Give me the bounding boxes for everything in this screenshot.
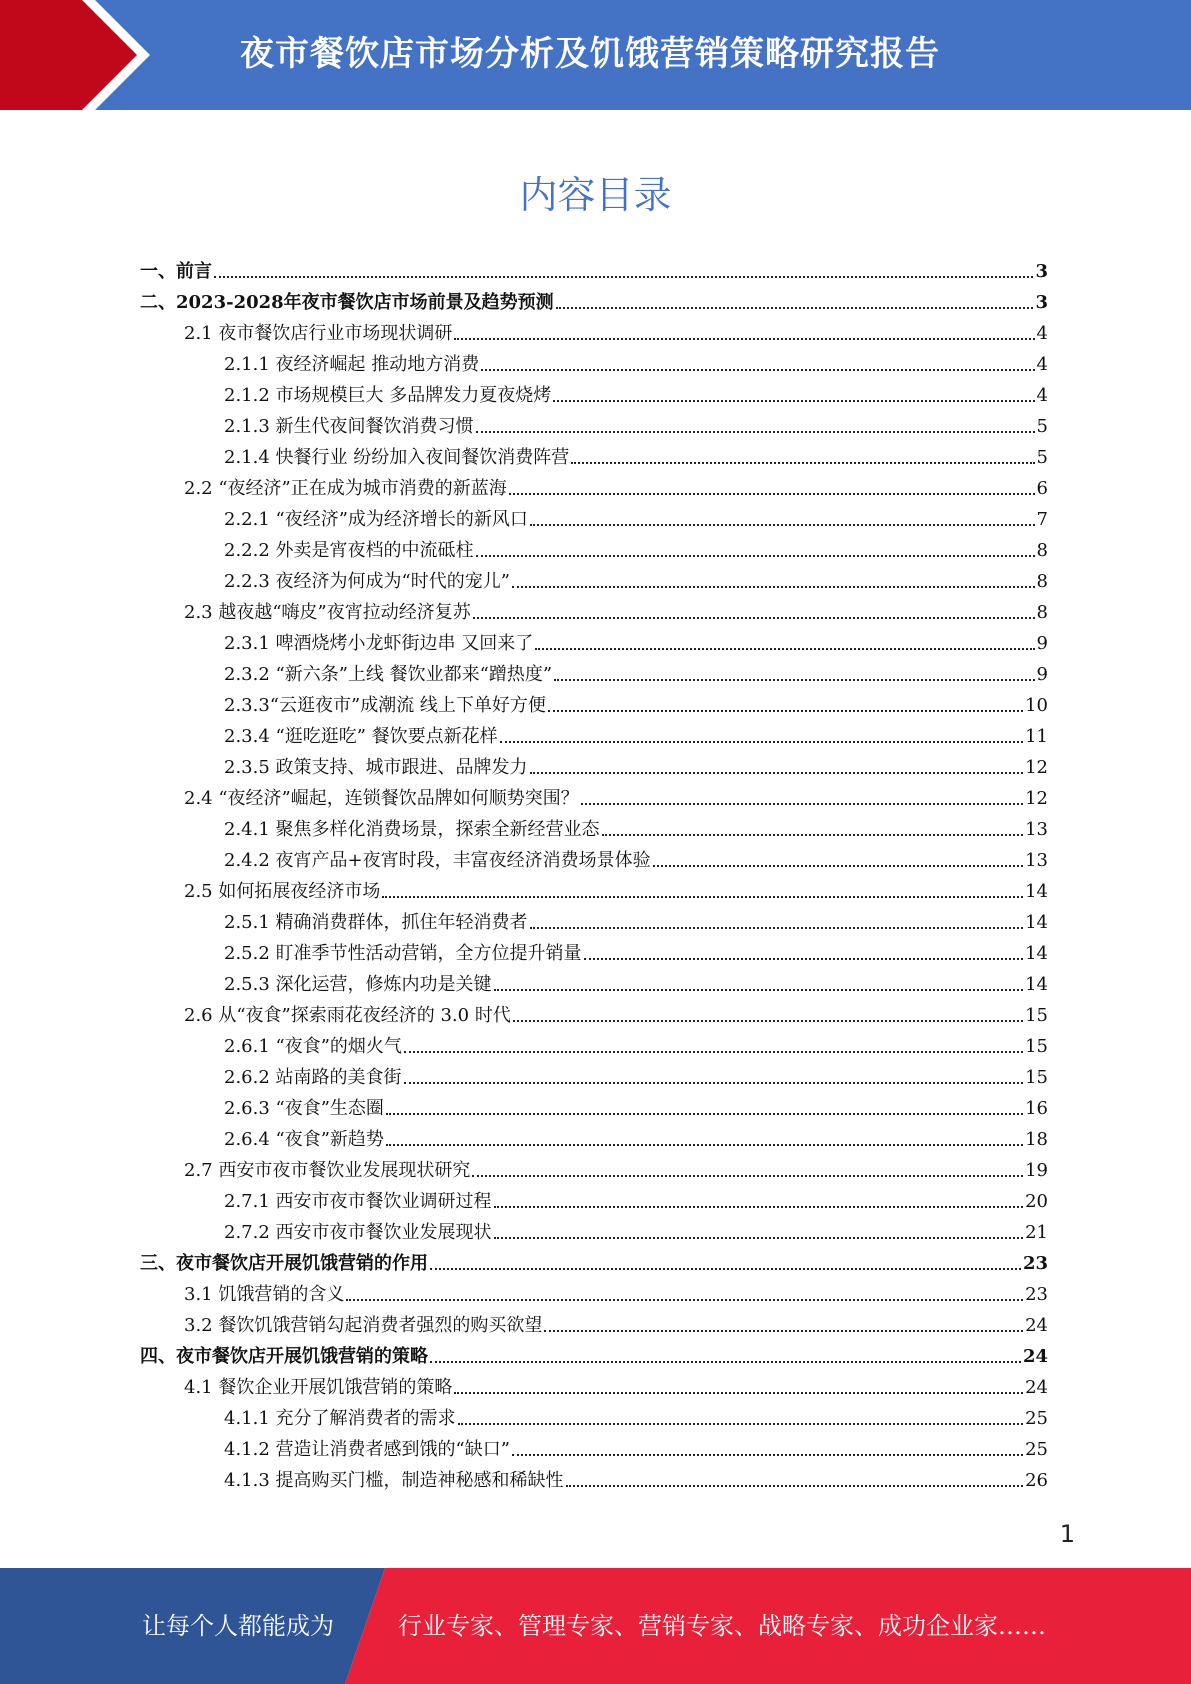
toc-entry-page: 25 bbox=[1025, 1408, 1048, 1429]
toc-entry-title: 2.6.1 “夜食”的烟火气 bbox=[224, 1036, 402, 1057]
toc-entry-title: 2.3.3“云逛夜市”成潮流 线上下单好方便 bbox=[224, 695, 546, 716]
toc-entry-title: 2.3.1 啤酒烧烤小龙虾街边串 又回来了 bbox=[224, 633, 534, 654]
toc-entry[interactable] bbox=[184, 873, 1048, 904]
toc-entry[interactable] bbox=[184, 1307, 1048, 1338]
toc-entry-page: 4 bbox=[1036, 323, 1048, 344]
toc-dot-leader bbox=[500, 741, 1023, 743]
toc-entry[interactable] bbox=[184, 1152, 1048, 1183]
toc-entry-page: 16 bbox=[1025, 1098, 1048, 1119]
toc-dot-leader bbox=[494, 1206, 1024, 1208]
toc-entry-page: 8 bbox=[1036, 571, 1048, 592]
toc-entry-page: 20 bbox=[1025, 1191, 1048, 1212]
toc-entry[interactable] bbox=[224, 563, 1048, 594]
toc-entry-page: 6 bbox=[1036, 478, 1048, 499]
toc-dot-leader bbox=[472, 1175, 1023, 1177]
toc-entry-title: 四、夜市餐饮店开展饥饿营销的策略 bbox=[140, 1346, 428, 1367]
toc-entry-title: 4.1.3 提高购买门槛，制造神秘感和稀缺性 bbox=[224, 1470, 564, 1491]
toc-entry-title: 2.6 从“夜食”探索雨花夜经济的 3.0 时代 bbox=[184, 1005, 511, 1026]
header-banner bbox=[0, 0, 1191, 110]
toc-entry-page: 14 bbox=[1025, 943, 1048, 964]
toc-dot-leader bbox=[548, 710, 1023, 712]
footer-slogan-right: 行业专家、管理专家、营销专家、战略专家、成功企业家…… bbox=[398, 1612, 1046, 1640]
toc-dot-leader bbox=[554, 679, 1034, 681]
toc-entry-page: 9 bbox=[1036, 633, 1048, 654]
toc-entry[interactable] bbox=[224, 1462, 1048, 1493]
toc-entry[interactable] bbox=[224, 1183, 1048, 1214]
toc-entry-title: 2.2.1 “夜经济”成为经济增长的新风口 bbox=[224, 509, 528, 530]
toc-dot-leader bbox=[653, 865, 1023, 867]
toc-entry-page: 18 bbox=[1025, 1129, 1048, 1150]
toc-entry-title: 2.4.2 夜宵产品+夜宵时段，丰富夜经济消费场景体验 bbox=[224, 850, 651, 871]
toc-entry-title: 2.7.2 西安市夜市餐饮业发展现状 bbox=[224, 1222, 492, 1243]
toc-dot-leader bbox=[553, 400, 1034, 402]
toc-entry-page: 5 bbox=[1036, 416, 1048, 437]
toc-entry-page: 12 bbox=[1025, 757, 1048, 778]
toc-entry-title: 3.2 餐饮饥饿营销勾起消费者强烈的购买欲望 bbox=[184, 1315, 543, 1336]
toc-entry[interactable] bbox=[184, 594, 1048, 625]
toc-entry-page: 15 bbox=[1025, 1005, 1048, 1026]
toc-entry[interactable] bbox=[140, 284, 1048, 315]
toc-entry-page: 8 bbox=[1036, 602, 1048, 623]
toc-entry[interactable] bbox=[140, 253, 1048, 284]
toc-entry[interactable] bbox=[224, 377, 1048, 408]
toc-dot-leader bbox=[535, 648, 1034, 650]
toc-entry[interactable] bbox=[184, 780, 1048, 811]
toc-entry[interactable] bbox=[140, 1338, 1048, 1369]
toc-dot-leader bbox=[476, 431, 1035, 433]
toc-dot-leader bbox=[581, 803, 1023, 805]
toc-dot-leader bbox=[458, 1423, 1024, 1425]
toc-dot-leader bbox=[481, 369, 1034, 371]
toc-entry-title: 2.5.1 精确消费群体，抓住年轻消费者 bbox=[224, 912, 528, 933]
toc-entry-title: 一、前言 bbox=[140, 261, 212, 282]
toc-entry-title: 2.2 “夜经济”正在成为城市消费的新蓝海 bbox=[184, 478, 507, 499]
toc-dot-leader bbox=[494, 989, 1024, 991]
toc-entry-page: 8 bbox=[1036, 540, 1048, 561]
footer-banner bbox=[0, 1568, 1191, 1684]
toc-entry-title: 2.1 夜市餐饮店行业市场现状调研 bbox=[184, 323, 453, 344]
toc-heading: 内容目录 bbox=[519, 173, 672, 217]
toc-dot-leader bbox=[512, 1454, 1023, 1456]
toc-entry-page: 23 bbox=[1025, 1284, 1048, 1305]
toc-dot-leader bbox=[509, 493, 1035, 495]
toc-entry-title: 2.1.3 新生代夜间餐饮消费习惯 bbox=[224, 416, 474, 437]
toc-entry[interactable] bbox=[224, 904, 1048, 935]
toc-dot-leader bbox=[454, 338, 1034, 340]
toc-entry-title: 2.3.2 “新六条”上线 餐饮业都来“蹭热度” bbox=[224, 664, 553, 685]
toc-entry-page: 19 bbox=[1025, 1160, 1048, 1181]
toc-entry-title: 2.1.1 夜经济崛起 推动地方消费 bbox=[224, 354, 480, 375]
toc-entry[interactable] bbox=[224, 1400, 1048, 1431]
toc-dot-leader bbox=[530, 524, 1035, 526]
toc-entry-title: 2.1.4 快餐行业 纷纷加入夜间餐饮消费阵营 bbox=[224, 447, 570, 468]
toc-entry[interactable] bbox=[224, 1090, 1048, 1121]
toc-entry-title: 2.3.5 政策支持、城市跟进、品牌发力 bbox=[224, 757, 528, 778]
footer-slogan-left: 让每个人都能成为 bbox=[142, 1612, 334, 1640]
toc-dot-leader bbox=[494, 1237, 1024, 1239]
toc-dot-leader bbox=[404, 1082, 1024, 1084]
toc-dot-leader bbox=[512, 586, 1035, 588]
toc-entry-page: 3 bbox=[1035, 261, 1048, 282]
toc-entry-page: 10 bbox=[1025, 695, 1048, 716]
toc-entry[interactable] bbox=[224, 439, 1048, 470]
toc-entry-title: 2.5.2 盯准季节性活动营销，全方位提升销量 bbox=[224, 943, 582, 964]
toc-entry-page: 15 bbox=[1025, 1036, 1048, 1057]
toc-dot-leader bbox=[544, 1330, 1023, 1332]
toc-entry-title: 4.1.1 充分了解消费者的需求 bbox=[224, 1408, 456, 1429]
toc-entry-page: 11 bbox=[1025, 726, 1048, 747]
toc-entry-title: 2.6.4 “夜食”新趋势 bbox=[224, 1129, 384, 1150]
toc-entry-title: 2.4 “夜经济”崛起，连锁餐饮品牌如何顺势突围？ bbox=[184, 788, 579, 809]
toc-entry-title: 3.1 饥饿营销的含义 bbox=[184, 1284, 345, 1305]
toc-dot-leader bbox=[566, 1485, 1024, 1487]
toc-dot-leader bbox=[386, 1144, 1023, 1146]
toc-entry-page: 26 bbox=[1025, 1470, 1048, 1491]
toc-entry-page: 25 bbox=[1025, 1439, 1048, 1460]
toc-entry-page: 14 bbox=[1025, 881, 1048, 902]
toc-entry-title: 2.6.2 站南路的美食街 bbox=[224, 1067, 402, 1088]
toc-entry-title: 2.4.1 聚焦多样化消费场景，探索全新经营业态 bbox=[224, 819, 600, 840]
toc-entry-page: 24 bbox=[1025, 1377, 1048, 1398]
toc-entry-title: 4.1.2 营造让消费者感到饿的“缺口” bbox=[224, 1439, 510, 1460]
toc-entry-page: 13 bbox=[1025, 850, 1048, 871]
toc-entry-title: 2.3 越夜越“嗨皮”夜宵拉动经济复苏 bbox=[184, 602, 471, 623]
toc-entry-page: 4 bbox=[1036, 354, 1048, 375]
toc-entry[interactable] bbox=[184, 470, 1048, 501]
toc-dot-leader bbox=[584, 958, 1024, 960]
toc-entry[interactable] bbox=[224, 625, 1048, 656]
toc-entry-title: 2.6.3 “夜食”生态圈 bbox=[224, 1098, 384, 1119]
toc-entry[interactable] bbox=[224, 532, 1048, 563]
toc-entry-page: 14 bbox=[1025, 912, 1048, 933]
report-title: 夜市餐饮店市场分析及饥饿营销策略研究报告 bbox=[240, 34, 940, 74]
toc-entry-page: 23 bbox=[1022, 1253, 1048, 1274]
toc-entry-page: 7 bbox=[1036, 509, 1048, 530]
toc-dot-leader bbox=[530, 927, 1024, 929]
toc-dot-leader bbox=[430, 1268, 1021, 1270]
toc-entry[interactable] bbox=[224, 935, 1048, 966]
toc-dot-leader bbox=[513, 1020, 1023, 1022]
toc-entry-title: 2.5 如何拓展夜经济市场 bbox=[184, 881, 381, 902]
toc-entry-title: 2.7.1 西安市夜市餐饮业调研过程 bbox=[224, 1191, 492, 1212]
toc-entry-title: 2.7 西安市夜市餐饮业发展现状研究 bbox=[184, 1160, 471, 1181]
toc-dot-leader bbox=[571, 462, 1034, 464]
toc-entry[interactable] bbox=[184, 315, 1048, 346]
toc-entry[interactable] bbox=[184, 1369, 1048, 1400]
toc-entry[interactable] bbox=[224, 811, 1048, 842]
toc-dot-leader bbox=[346, 1299, 1023, 1301]
toc-dot-leader bbox=[382, 896, 1023, 898]
toc-dot-leader bbox=[530, 772, 1024, 774]
toc-entry[interactable] bbox=[184, 997, 1048, 1028]
toc-entry[interactable] bbox=[224, 718, 1048, 749]
toc-entry[interactable] bbox=[224, 749, 1048, 780]
toc-entry-title: 三、夜市餐饮店开展饥饿营销的作用 bbox=[140, 1253, 428, 1274]
toc-dot-leader bbox=[214, 276, 1033, 278]
toc-entry-page: 15 bbox=[1025, 1067, 1048, 1088]
toc-entry[interactable] bbox=[224, 656, 1048, 687]
toc-entry[interactable] bbox=[140, 1245, 1048, 1276]
toc-entry-page: 14 bbox=[1025, 974, 1048, 995]
toc-entry-page: 5 bbox=[1036, 447, 1048, 468]
toc-dot-leader bbox=[404, 1051, 1023, 1053]
toc-dot-leader bbox=[473, 617, 1035, 619]
toc-entry-page: 21 bbox=[1025, 1222, 1048, 1243]
toc-entry[interactable] bbox=[224, 966, 1048, 997]
toc-entry-title: 2.1.2 市场规模巨大 多品牌发力夏夜烧烤 bbox=[224, 385, 552, 406]
toc-entry-title: 2.3.4 “逛吃逛吃” 餐饮要点新花样 bbox=[224, 726, 498, 747]
toc-entry-title: 2.2.3 夜经济为何成为“时代的宠儿” bbox=[224, 571, 510, 592]
toc-dot-leader bbox=[602, 834, 1024, 836]
toc-entry-page: 4 bbox=[1036, 385, 1048, 406]
toc-entry[interactable] bbox=[224, 1431, 1048, 1462]
toc-entry-page: 13 bbox=[1025, 819, 1048, 840]
toc-entry-page: 12 bbox=[1025, 788, 1048, 809]
toc-entry[interactable] bbox=[224, 408, 1048, 439]
toc-dot-leader bbox=[386, 1113, 1023, 1115]
toc-entry[interactable] bbox=[184, 1276, 1048, 1307]
toc-dot-leader bbox=[454, 1392, 1023, 1394]
toc-dot-leader bbox=[430, 1361, 1021, 1363]
toc-entry[interactable] bbox=[224, 1059, 1048, 1090]
toc-dot-leader bbox=[476, 555, 1035, 557]
toc-entry-page: 3 bbox=[1035, 292, 1048, 313]
toc-entry-page: 24 bbox=[1022, 1346, 1048, 1367]
toc-entry[interactable] bbox=[224, 501, 1048, 532]
toc-entry[interactable] bbox=[224, 346, 1048, 377]
toc-entry-title: 2.5.3 深化运营，修炼内功是关键 bbox=[224, 974, 492, 995]
toc-entry-page: 24 bbox=[1025, 1315, 1048, 1336]
toc-dot-leader bbox=[556, 307, 1034, 309]
toc-entry[interactable] bbox=[224, 1028, 1048, 1059]
page-number: 1 bbox=[1059, 1520, 1075, 1548]
toc-entry[interactable] bbox=[224, 842, 1048, 873]
toc-entry-title: 2.2.2 外卖是宵夜档的中流砥柱 bbox=[224, 540, 474, 561]
toc-entry-title: 二、2023-2028年夜市餐饮店市场前景及趋势预测 bbox=[140, 292, 554, 313]
toc-entry[interactable] bbox=[224, 1121, 1048, 1152]
toc-entry[interactable] bbox=[224, 687, 1048, 718]
toc-entry-page: 9 bbox=[1036, 664, 1048, 685]
toc-entry-title: 4.1 餐饮企业开展饥饿营销的策略 bbox=[184, 1377, 453, 1398]
toc-entry[interactable] bbox=[224, 1214, 1048, 1245]
